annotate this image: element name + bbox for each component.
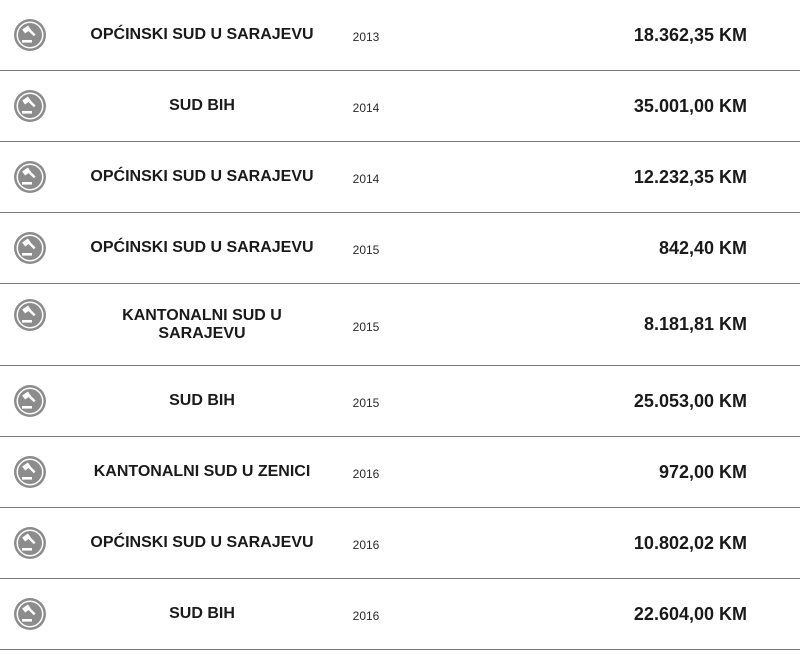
gavel-icon xyxy=(13,18,47,52)
gavel-icon xyxy=(13,298,47,332)
case-year: 2015 xyxy=(352,243,380,257)
table-row xyxy=(0,142,800,213)
gavel-icon xyxy=(13,89,47,123)
table-row xyxy=(0,213,800,284)
case-amount: 25.053,00 KM xyxy=(633,390,747,411)
case-amount: 842,40 KM xyxy=(658,237,747,258)
table-row xyxy=(0,71,800,142)
court-name: SUD BIH xyxy=(169,97,235,114)
case-year: 2016 xyxy=(352,467,380,481)
court-name: OPĆINSKI SUD U SARAJEVU xyxy=(90,26,314,43)
table-row xyxy=(0,508,800,579)
court-name: SUD BIH xyxy=(169,392,235,409)
court-name: KANTONALNI SUD U ZENICI xyxy=(93,463,311,480)
table-row xyxy=(0,437,800,508)
court-name: OPĆINSKI SUD U SARAJEVU xyxy=(90,239,314,256)
table-row xyxy=(0,0,800,71)
gavel-icon xyxy=(13,597,47,631)
gavel-icon xyxy=(13,455,47,489)
case-year: 2016 xyxy=(352,538,380,552)
case-year: 2015 xyxy=(352,319,380,334)
case-amount: 18.362,35 KM xyxy=(633,24,747,45)
table-row xyxy=(0,366,800,437)
case-amount: 10.802,02 KM xyxy=(633,532,747,553)
court-name: SUD BIH xyxy=(169,605,235,622)
case-amount: 8.181,81 KM xyxy=(643,314,747,334)
gavel-icon xyxy=(13,526,47,560)
case-year: 2015 xyxy=(352,396,380,410)
table-row xyxy=(0,284,800,366)
case-year: 2013 xyxy=(352,30,380,44)
table-row xyxy=(0,579,800,650)
case-amount: 972,00 KM xyxy=(658,461,747,482)
court-name: OPĆINSKI SUD U SARAJEVU xyxy=(90,168,314,185)
case-year: 2016 xyxy=(352,609,380,623)
case-amount: 35.001,00 KM xyxy=(633,95,747,116)
case-year: 2014 xyxy=(352,101,380,115)
gavel-icon xyxy=(13,384,47,418)
case-year: 2014 xyxy=(352,172,380,186)
gavel-icon xyxy=(13,231,47,265)
court-name: KANTONALNI SUD U SARAJEVU xyxy=(122,306,282,342)
gavel-icon xyxy=(13,160,47,194)
case-amount: 12.232,35 KM xyxy=(633,166,747,187)
court-name: OPĆINSKI SUD U SARAJEVU xyxy=(90,534,314,551)
case-amount: 22.604,00 KM xyxy=(633,603,747,624)
